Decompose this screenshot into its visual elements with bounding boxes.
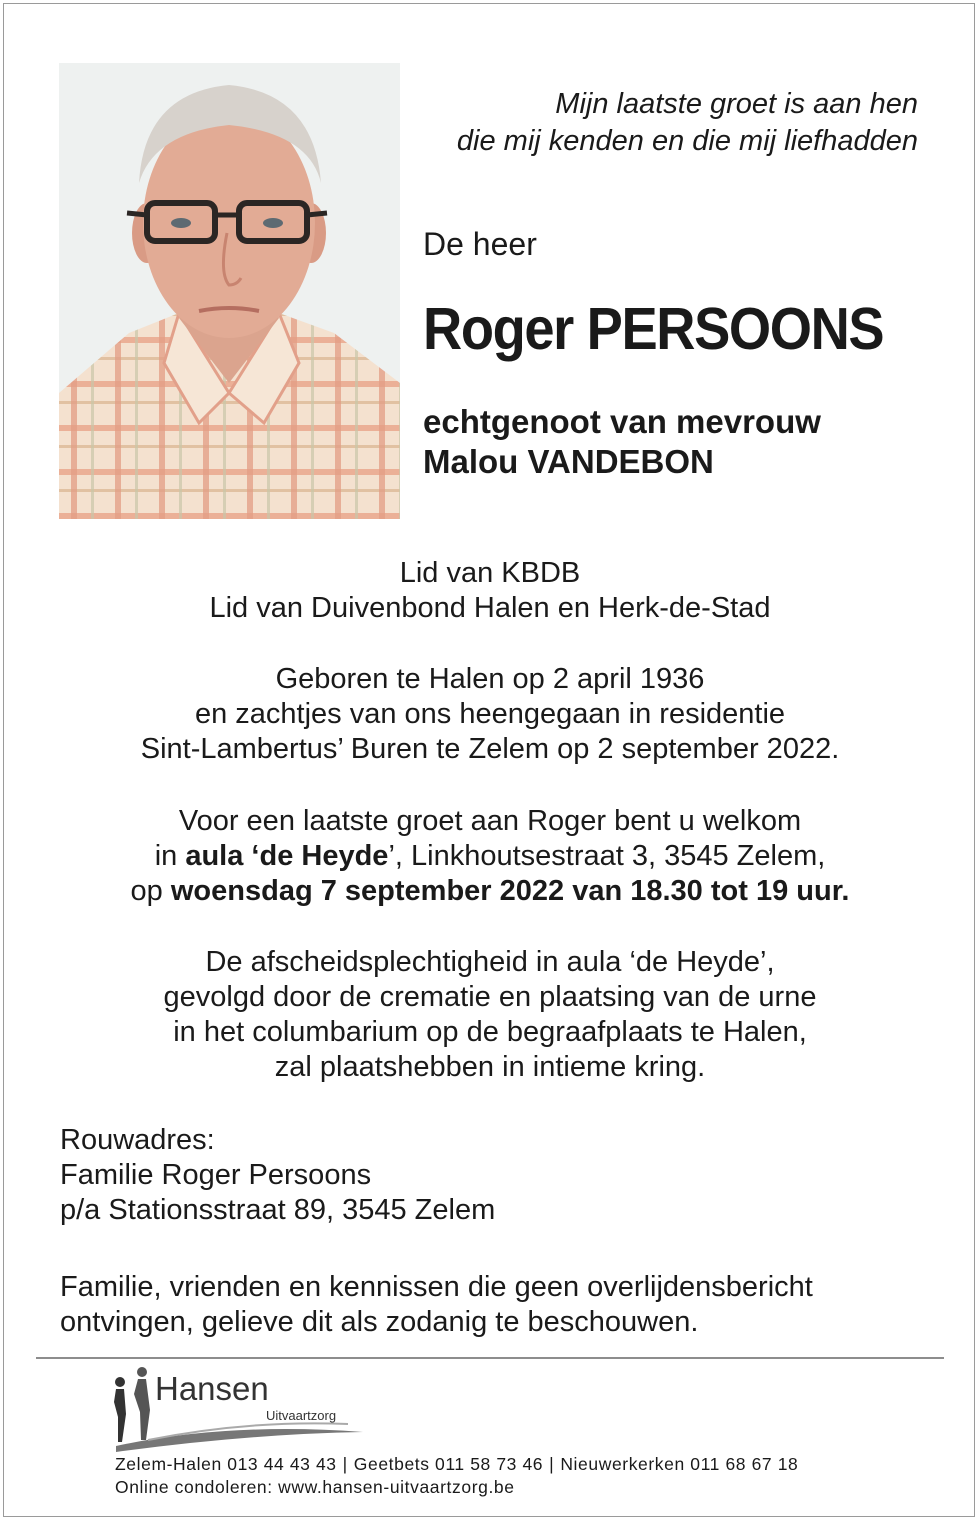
notice-line: ontvingen, gelieve dit als zodanig te beschouwen. bbox=[60, 1306, 699, 1338]
venue-name: aula ‘de Heyde bbox=[185, 840, 389, 872]
ceremony-line: in het columbarium op de begraafplaats te Halen, bbox=[173, 1016, 807, 1048]
membership-line: Lid van KBDB bbox=[399, 557, 581, 589]
contact-info bbox=[115, 1453, 798, 1499]
birth-line: Geboren te Halen op 2 april 1936 bbox=[275, 663, 705, 695]
mourning-address bbox=[60, 1123, 940, 1228]
visitation-text: in bbox=[154, 840, 186, 872]
online-condolence-link[interactable]: Online condoleren: www.hansen-uitvaartzorg.be bbox=[115, 1477, 515, 1497]
deceased-name: Roger PERSOONS bbox=[423, 296, 884, 362]
logo-subtitle: Uitvaartzorg bbox=[266, 1408, 337, 1423]
office-phones bbox=[115, 1453, 798, 1476]
ceremony-line: De afscheidsplechtigheid in aula ‘de Heyde’, bbox=[205, 946, 775, 978]
membership-line: Lid van Duivenbond Halen en Herk-de-Stad bbox=[209, 592, 771, 624]
logo-name: Hansen bbox=[155, 1370, 269, 1407]
address-family: Familie Roger Persoons bbox=[60, 1159, 372, 1191]
spouse-info bbox=[423, 402, 821, 482]
passing-place-line: Sint-Lambertus’ Buren te Zelem op 2 september 2022. bbox=[140, 733, 840, 765]
spouse-line-1: echtgenoot van mevrouw bbox=[423, 403, 821, 440]
ceremony-info bbox=[0, 945, 980, 1085]
passing-line: en zachtjes van ons heengegaan in residentie bbox=[194, 698, 786, 730]
footer-divider bbox=[36, 1357, 944, 1359]
address-label: Rouwadres: bbox=[60, 1124, 215, 1156]
birth-death-info bbox=[0, 662, 980, 767]
visitation-line-2 bbox=[0, 839, 980, 874]
office-zelem-halen: Zelem-Halen 013 44 43 43 bbox=[115, 1454, 337, 1474]
visitation-text: op bbox=[130, 875, 171, 907]
visitation-info bbox=[0, 804, 980, 909]
venue-address: ’, Linkhoutsestraat 3, 3545 Zelem, bbox=[388, 840, 826, 872]
separator: | bbox=[549, 1454, 555, 1474]
ceremony-line: gevolgd door de crematie en plaatsing van de urne bbox=[163, 981, 817, 1013]
office-nieuwerkerken: Nieuwerkerken 011 68 67 18 bbox=[560, 1454, 799, 1474]
visitation-line-1: Voor een laatste groet aan Roger bent u welkom bbox=[178, 805, 802, 837]
quote-line-1: Mijn laatste groet is aan hen bbox=[555, 88, 918, 120]
office-geetbets: Geetbets 011 58 73 46 bbox=[353, 1454, 544, 1474]
memorial-quote bbox=[410, 86, 918, 160]
notice-text bbox=[60, 1270, 940, 1340]
visitation-datetime: woensdag 7 september 2022 van 18.30 tot 19 uur. bbox=[170, 875, 850, 907]
address-street: p/a Stationsstraat 89, 3545 Zelem bbox=[60, 1194, 496, 1226]
portrait-photo bbox=[59, 63, 400, 519]
notice-line: Familie, vrienden en kennissen die geen overlijdensbericht bbox=[60, 1271, 813, 1303]
separator: | bbox=[342, 1454, 348, 1474]
honorific: De heer bbox=[423, 226, 537, 262]
ceremony-line: zal plaatshebben in intieme kring. bbox=[274, 1051, 706, 1083]
visitation-line-3 bbox=[0, 874, 980, 909]
memberships bbox=[0, 556, 980, 626]
quote-line-2: die mij kenden en die mij liefhadden bbox=[456, 125, 918, 157]
spouse-line-2: Malou VANDEBON bbox=[423, 443, 714, 480]
